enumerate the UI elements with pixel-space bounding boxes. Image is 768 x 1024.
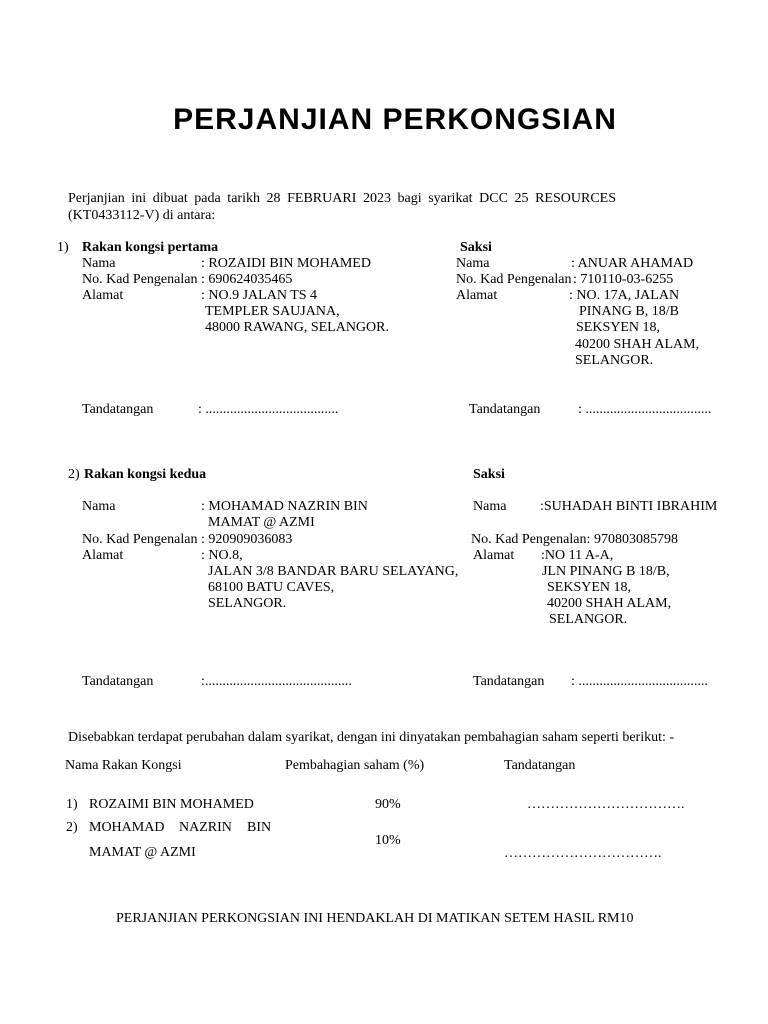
table-row-2-number: 2) [66,820,78,835]
table-row-1-name: ROZAIMI BIN MOHAMED [89,797,254,812]
witness1-address-label: Alamat [456,288,498,303]
partner2-signature-label: Tandatangan [82,674,154,689]
partner2-signature-line[interactable]: :.......................................... [201,674,352,689]
partner2-address-line-4: SELANGOR. [208,596,287,611]
table-row-2-name-line-2: MAMAT @ AZMI [89,845,196,860]
witness2-heading: Saksi [473,467,505,482]
partner2-address-line-2: JALAN 3/8 BANDAR BARU SELAYANG, [208,564,459,579]
partner1-address-label: Alamat [82,288,124,303]
witness1-signature-label: Tandatangan [469,402,541,417]
witness2-signature-line[interactable]: : ..................................... [571,674,708,689]
document-title: PERJANJIAN PERKONGSIAN [173,103,617,136]
witness1-ic-value: : 710110-03-6255 [573,272,674,287]
partner1-signature-label: Tandatangan [82,402,154,417]
partner1-ic-value: : 690624035465 [201,272,293,287]
witness1-address-line-2: PINANG B, 18/B [579,304,679,319]
partner2-name-line-1: : MOHAMAD NAZRIN BIN [201,499,368,514]
table-row-1-signature[interactable]: ……………………………. [527,797,685,812]
partner1-heading: Rakan kongsi pertama [82,240,219,255]
partner1-ic-label: No. Kad Pengenalan [82,272,198,287]
witness1-address-line-4: 40200 SHAH ALAM, [575,337,700,352]
witness2-address-line-1: :NO 11 A-A, [541,548,614,563]
table-row-2-signature[interactable]: ……………………………. [504,846,662,861]
witness2-name-value: :SUHADAH BINTI IBRAHIM [540,499,718,514]
table-row-1-number: 1) [66,797,78,812]
witness2-name-label: Nama [473,499,507,514]
partner2-heading: Rakan kongsi kedua [84,467,207,482]
witness2-signature-label: Tandatangan [473,674,545,689]
table-row-2-name-word-3: BIN [247,820,272,835]
witness2-address-line-2: JLN PINANG B 18/B, [542,564,670,579]
partner2-number: 2) [68,467,80,482]
table-row-2-name-word-2: NAZRIN [179,820,232,835]
table-row-1-share: 90% [375,797,401,812]
partner2-ic-value: : 920909036083 [201,532,293,547]
witness1-address-line-5: SELANGOR. [575,353,654,368]
witness2-address-label: Alamat [473,548,515,563]
witness1-address-line-3: SEKSYEN 18, [576,320,661,335]
table-row-2-name-word-1: MOHAMAD [89,820,165,835]
partner1-number: 1) [57,240,69,255]
table-header-name: Nama Rakan Kongsi [65,758,182,773]
partner1-signature-line[interactable]: : ...................................... [198,402,339,417]
partner1-name-value: : ROZAIDI BIN MOHAMED [201,256,371,271]
witness1-ic-label: No. Kad Pengenalan [456,272,572,287]
witness2-ic-label: No. Kad Pengenalan: [471,532,591,547]
share-intro: Disebabkan terdapat perubahan dalam syarikat, dengan ini dinyatakan pembahagian saham seperti berikut: - [68,730,675,745]
partner1-address-line-1: : NO.9 JALAN TS 4 [201,288,318,303]
table-header-signature: Tandatangan [504,758,576,773]
witness1-heading: Saksi [460,240,492,255]
partner2-address-line-3: 68100 BATU CAVES, [208,580,335,595]
partner2-address-label: Alamat [82,548,124,563]
table-header-share: Pembahagian saham (%) [285,758,425,773]
witness2-ic-value: 970803085798 [594,532,678,547]
partner1-name-label: Nama [82,256,116,271]
intro-paragraph: Perjanjian ini dibuat pada tarikh 28 FEBRUARI 2023 bagi syarikat DCC 25 RESOURCES (KT0433112-V) di antara: [68,191,616,223]
witness1-name-value: : ANUAR AHAMAD [571,256,694,271]
witness2-address-line-5: SELANGOR. [549,612,628,627]
witness1-signature-line[interactable]: : .................................... [578,402,712,417]
partner1-address-line-3: 48000 RAWANG, SELANGOR. [205,320,389,335]
witness2-address-line-4: 40200 SHAH ALAM, [547,596,672,611]
table-row-2-share: 10% [375,833,401,848]
partner2-name-label: Nama [82,499,116,514]
partner1-address-line-2: TEMPLER SAUJANA, [205,304,340,319]
witness1-name-label: Nama [456,256,490,271]
partner2-name-line-2: MAMAT @ AZMI [208,515,315,530]
witness1-address-line-1: : NO. 17A, JALAN [569,288,680,303]
witness2-address-line-3: SEKSYEN 18, [547,580,632,595]
partner2-address-line-1: : NO.8, [201,548,243,563]
footer-note: PERJANJIAN PERKONGSIAN INI HENDAKLAH DI MATIKAN SETEM HASIL RM10 [116,911,634,926]
partner2-ic-label: No. Kad Pengenalan [82,532,198,547]
